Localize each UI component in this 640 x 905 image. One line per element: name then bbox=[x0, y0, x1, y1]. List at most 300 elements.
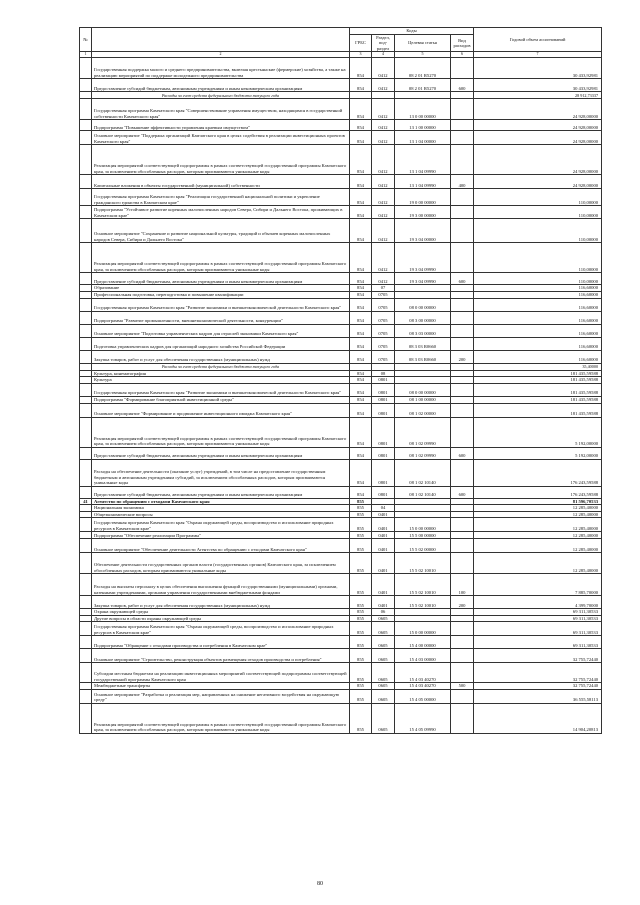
row-number bbox=[80, 58, 92, 79]
row-razdel: 0412 bbox=[372, 131, 395, 145]
row-target-article: 19 3 00 00000 bbox=[395, 206, 451, 219]
row-name: Закупка товаров, работ и услуг для обеспечения государственных (муниципальных) нужд bbox=[92, 350, 350, 363]
row-target-article: 15 0 00 00000 bbox=[395, 622, 451, 636]
row-expense-type bbox=[451, 145, 474, 175]
row-expense-type: 200 bbox=[451, 350, 474, 363]
table-row bbox=[80, 206, 602, 219]
row-expense-type bbox=[451, 206, 474, 219]
table-body bbox=[80, 58, 602, 734]
row-grbs: 855 bbox=[350, 663, 372, 683]
row-name: Субсидии местным бюджетам на реализацию инвестиционных мероприятий соответствующей подпрограммы соответствующей государственной программы Камчатского края bbox=[92, 663, 350, 683]
row-name: Предоставление субсидий бюджетным, автономным учреждениям и иным некоммерческим организациям bbox=[92, 273, 350, 285]
row-target-article: 13 1 04 00000 bbox=[395, 131, 451, 145]
row-target-article: 15 5 02 10010 bbox=[395, 553, 451, 574]
row-grbs: 855 bbox=[350, 532, 372, 539]
row-amount: 181 435,59588 bbox=[474, 377, 602, 384]
row-grbs: 854 bbox=[350, 337, 372, 350]
row-amount: 176 243,59588 bbox=[474, 486, 602, 498]
row-name: Закупка товаров, работ и услуг для обеспечения государственных (муниципальных) нужд bbox=[92, 596, 350, 609]
row-razdel: 0401 bbox=[372, 553, 395, 574]
row-expense-type bbox=[451, 324, 474, 337]
row-razdel: 0605 bbox=[372, 615, 395, 622]
row-razdel: 0801 bbox=[372, 486, 395, 498]
col-num-1: 1 bbox=[80, 52, 92, 58]
row-expense-type: 600 bbox=[451, 486, 474, 498]
table-row bbox=[80, 243, 602, 273]
row-grbs: 855 bbox=[350, 689, 372, 703]
row-grbs: 854 bbox=[350, 350, 372, 363]
table-row bbox=[80, 447, 602, 459]
row-name: Расходы за счет средств федерального бюджета текущего года bbox=[92, 92, 350, 99]
row-name: Охрана окружающей среды bbox=[92, 609, 350, 616]
row-name: Подготовка управленческих кадров для организаций народного хозяйства Российской Федерации bbox=[92, 337, 350, 350]
table-row bbox=[80, 486, 602, 498]
row-grbs bbox=[350, 92, 372, 99]
row-number bbox=[80, 622, 92, 636]
row-expense-type bbox=[451, 703, 474, 733]
row-amount: 4 399,70000 bbox=[474, 596, 602, 609]
row-number bbox=[80, 689, 92, 703]
row-grbs: 855 bbox=[350, 636, 372, 649]
row-expense-type bbox=[451, 92, 474, 99]
row-name: Расходы на обеспечение деятельности (оказание услуг) учреждений, в том числе на предоставление государственным бюджетным и автономным учреждениям субсидий, за исключением обособленных расходов, которым присваиваются уникальные коды bbox=[92, 459, 350, 486]
row-razdel: 0412 bbox=[372, 243, 395, 273]
row-target-article: 15 4 05 09990 bbox=[395, 703, 451, 733]
row-target-article: 15 5 02 10010 bbox=[395, 574, 451, 596]
row-razdel: 0801 bbox=[372, 383, 395, 396]
row-grbs: 855 bbox=[350, 622, 372, 636]
row-target-article: 15 4 03 40270 bbox=[395, 683, 451, 690]
col-num-2: 2 bbox=[92, 52, 350, 58]
row-razdel: 0801 bbox=[372, 447, 395, 459]
row-number bbox=[80, 663, 92, 683]
row-target-article bbox=[395, 291, 451, 298]
row-name: Государственная поддержка малого и среднего предпринимательства, включая крестьянские (фермерские) хозяйства, а также на реализацию мероприятий по поддержке молодежного предпринимательства bbox=[92, 58, 350, 79]
row-expense-type bbox=[451, 649, 474, 663]
row-grbs: 854 bbox=[350, 189, 372, 206]
row-razdel: 07 bbox=[372, 285, 395, 292]
row-expense-type: 400 bbox=[451, 175, 474, 189]
row-amount: 110,00000 bbox=[474, 189, 602, 206]
row-grbs: 854 bbox=[350, 311, 372, 324]
row-amount: 110,00000 bbox=[474, 206, 602, 219]
row-amount: 24 928,00000 bbox=[474, 175, 602, 189]
row-grbs: 854 bbox=[350, 273, 372, 285]
header-num: № bbox=[80, 28, 92, 52]
row-number bbox=[80, 92, 92, 99]
row-name: Государственная программа Камчатского края "Охрана окружающей среды, воспроизводство и использование природных ресурсов в Камчатском крае" bbox=[92, 622, 350, 636]
row-razdel: 08 bbox=[372, 370, 395, 377]
row-amount: 110,00000 bbox=[474, 273, 602, 285]
row-razdel: 0605 bbox=[372, 703, 395, 733]
row-grbs: 855 bbox=[350, 518, 372, 532]
row-name: Основное мероприятие "Поддержка организаций Камчатского края в целях содействия в реализации инвестиционных проектов Камчатского края" bbox=[92, 131, 350, 145]
row-amount: 32 755,72440 bbox=[474, 649, 602, 663]
row-number bbox=[80, 447, 92, 459]
row-razdel: 0801 bbox=[372, 459, 395, 486]
row-razdel: 0412 bbox=[372, 79, 395, 92]
table-row bbox=[80, 273, 602, 285]
row-amount: 5 192,00000 bbox=[474, 417, 602, 447]
row-name: Реализация мероприятий соответствующей подпрограммы в рамках соответствующей государственной программы Камчатского края, за исключением обособленных расходов, которым присваиваются уникальные коды bbox=[92, 243, 350, 273]
row-name: Основное мероприятие "Подготовка управленческих кадров для отраслей экономики Камчатского края" bbox=[92, 324, 350, 337]
row-name: Предоставление субсидий бюджетным, автономным учреждениям и иным некоммерческим организациям bbox=[92, 447, 350, 459]
row-number bbox=[80, 574, 92, 596]
row-grbs: 855 bbox=[350, 498, 372, 505]
table-row bbox=[80, 596, 602, 609]
row-number bbox=[80, 337, 92, 350]
row-grbs: 854 bbox=[350, 243, 372, 273]
row-expense-type bbox=[451, 622, 474, 636]
table-row bbox=[80, 175, 602, 189]
row-grbs: 854 bbox=[350, 99, 372, 120]
row-razdel: 0412 bbox=[372, 58, 395, 79]
header-name bbox=[92, 28, 350, 52]
row-name: Подпрограмма "Формирование благоприятной инвестиционной среды" bbox=[92, 396, 350, 403]
row-target-article: 19 0 00 00000 bbox=[395, 189, 451, 206]
row-amount: 12 285,40000 bbox=[474, 553, 602, 574]
table-row bbox=[80, 703, 602, 733]
row-name: Основное мероприятие "Разработка и реализация мер, направленных на снижение негативного воздействия на окружающую среду" bbox=[92, 689, 350, 703]
row-grbs: 854 bbox=[350, 417, 372, 447]
row-target-article: 13 1 00 00000 bbox=[395, 120, 451, 131]
row-target-article: 19 3 04 00000 bbox=[395, 219, 451, 243]
row-expense-type bbox=[451, 298, 474, 311]
row-number bbox=[80, 206, 92, 219]
row-name: Другие вопросы в области охраны окружающей среды bbox=[92, 615, 350, 622]
row-razdel bbox=[372, 363, 395, 370]
row-expense-type bbox=[451, 518, 474, 532]
row-name: Культура, кинематография bbox=[92, 370, 350, 377]
table-row bbox=[80, 189, 602, 206]
row-amount: 24 928,00000 bbox=[474, 145, 602, 175]
page-number: 80 bbox=[317, 881, 323, 887]
row-expense-type bbox=[451, 243, 474, 273]
row-target-article: 15 4 00 00000 bbox=[395, 636, 451, 649]
table-row bbox=[80, 58, 602, 79]
row-grbs: 854 bbox=[350, 298, 372, 311]
row-expense-type bbox=[451, 383, 474, 396]
table-row bbox=[80, 396, 602, 403]
row-razdel: 0705 bbox=[372, 324, 395, 337]
row-expense-type bbox=[451, 189, 474, 206]
row-number bbox=[80, 396, 92, 403]
row-amount: 12 285,40000 bbox=[474, 518, 602, 532]
row-razdel: 0705 bbox=[372, 298, 395, 311]
row-number bbox=[80, 311, 92, 324]
row-name: Профессиональная подготовка, переподготовка и повышение квалификации bbox=[92, 291, 350, 298]
row-number bbox=[80, 189, 92, 206]
row-target-article: 15 5 00 00000 bbox=[395, 532, 451, 539]
row-name: Капитальные вложения в объекты государственной (муниципальной) собственности bbox=[92, 175, 350, 189]
row-razdel: 0705 bbox=[372, 311, 395, 324]
row-name: Основное мероприятие "Сохранение и развитие национальной культуры, традиций и обычаев коренных малочисленных народов Севера, Сибири и Дальнего Востока" bbox=[92, 219, 350, 243]
row-target-article: 08 0 00 00000 bbox=[395, 298, 451, 311]
row-amount: 116,60000 bbox=[474, 285, 602, 292]
row-name: Государственная программа Камчатского края "Совершенствование управления имуществом, находящимся в государственной собственности Камчатского края" bbox=[92, 99, 350, 120]
row-target-article: 15 4 05 00000 bbox=[395, 689, 451, 703]
row-name: Основное мероприятие "Обеспечение деятельности Агентства по обращению с отходами Камчатского края" bbox=[92, 539, 350, 553]
row-amount: 181 435,59588 bbox=[474, 370, 602, 377]
row-name: Расходы на выплаты персоналу в целях обеспечения выполнения функций государственными (муниципальными) органами, казенными учреждениями, органами управления государственными внебюджетными фондами bbox=[92, 574, 350, 596]
row-expense-type bbox=[451, 99, 474, 120]
row-number bbox=[80, 120, 92, 131]
row-number bbox=[80, 291, 92, 298]
row-number bbox=[80, 145, 92, 175]
row-razdel: 0412 bbox=[372, 189, 395, 206]
row-expense-type bbox=[451, 363, 474, 370]
row-razdel: 0605 bbox=[372, 663, 395, 683]
row-expense-type bbox=[451, 689, 474, 703]
row-name: Общеэкономические вопросы bbox=[92, 511, 350, 518]
note-row bbox=[80, 363, 602, 370]
row-grbs: 854 bbox=[350, 377, 372, 384]
table-row bbox=[80, 291, 602, 298]
col-num-3: 3 bbox=[350, 52, 372, 58]
row-razdel: 0401 bbox=[372, 511, 395, 518]
row-amount: 116,60000 bbox=[474, 337, 602, 350]
row-target-article: 08 3 03 R0660 bbox=[395, 350, 451, 363]
row-target-article: 13 1 04 09990 bbox=[395, 145, 451, 175]
table-row bbox=[80, 532, 602, 539]
row-razdel bbox=[372, 92, 395, 99]
row-amount: 181 435,59588 bbox=[474, 403, 602, 417]
row-grbs: 854 bbox=[350, 447, 372, 459]
row-amount: 30 433,92981 bbox=[474, 79, 602, 92]
row-expense-type bbox=[451, 636, 474, 649]
row-name: Государственная программа Камчатского края "Развитие экономики и внешнеэкономической деятельности Камчатского края" bbox=[92, 298, 350, 311]
row-target-article: 08 3 00 00000 bbox=[395, 311, 451, 324]
table-row bbox=[80, 79, 602, 92]
table-row bbox=[80, 574, 602, 596]
row-number bbox=[80, 417, 92, 447]
col-num-7: 7 bbox=[474, 52, 602, 58]
row-grbs: 854 bbox=[350, 120, 372, 131]
header-sum: Годовой объем ассигнований bbox=[474, 28, 602, 52]
row-name: Подпрограмма "Устойчивое развитие коренных малочисленных народов Севера, Сибири и Дальнего Востока, проживающих в Камчатском крае" bbox=[92, 206, 350, 219]
row-grbs: 854 bbox=[350, 79, 372, 92]
row-grbs: 854 bbox=[350, 383, 372, 396]
row-target-article: 15 5 02 00000 bbox=[395, 539, 451, 553]
row-name: Основное мероприятие "Строительство, реконструкция объектов размещения отходов производства и потребления" bbox=[92, 649, 350, 663]
row-target-article bbox=[395, 92, 451, 99]
table-row bbox=[80, 298, 602, 311]
row-amount: 7 885,70000 bbox=[474, 574, 602, 596]
row-target-article: 08 1 02 10140 bbox=[395, 486, 451, 498]
row-grbs: 855 bbox=[350, 511, 372, 518]
row-expense-type bbox=[451, 337, 474, 350]
row-grbs: 854 bbox=[350, 459, 372, 486]
row-razdel: 0401 bbox=[372, 596, 395, 609]
row-expense-type bbox=[451, 291, 474, 298]
table-row bbox=[80, 518, 602, 532]
row-razdel: 0605 bbox=[372, 683, 395, 690]
row-amount: 181 435,59588 bbox=[474, 383, 602, 396]
row-target-article bbox=[395, 363, 451, 370]
row-target-article: 15 5 02 10010 bbox=[395, 596, 451, 609]
row-name: Национальная экономика bbox=[92, 505, 350, 512]
budget-table bbox=[79, 27, 602, 734]
row-name: Основное мероприятие "Формирование и продвижение инвестиционного имиджа Камчатского края" bbox=[92, 403, 350, 417]
row-name: Государственная программа Камчатского края "Развитие экономики и внешнеэкономической деятельности Камчатского края" bbox=[92, 383, 350, 396]
row-amount: 110,00000 bbox=[474, 219, 602, 243]
row-razdel: 0401 bbox=[372, 574, 395, 596]
row-expense-type bbox=[451, 553, 474, 574]
row-amount: 69 311,30533 bbox=[474, 609, 602, 616]
row-number bbox=[80, 175, 92, 189]
row-razdel: 0801 bbox=[372, 417, 395, 447]
row-target-article: 08 1 02 09990 bbox=[395, 447, 451, 459]
row-number bbox=[80, 363, 92, 370]
row-amount: 116,60000 bbox=[474, 291, 602, 298]
row-name: Обеспечение деятельности государственных органов власти (государственных органов) Камчатского края, за исключением обособленных расходов, которым присваиваются уникальные коды bbox=[92, 553, 350, 574]
row-target-article: 08 1 02 09990 bbox=[395, 417, 451, 447]
table-row bbox=[80, 311, 602, 324]
table-row bbox=[80, 417, 602, 447]
row-grbs: 854 bbox=[350, 175, 372, 189]
row-amount: 30 433,92981 bbox=[474, 58, 602, 79]
row-amount: 24 928,00000 bbox=[474, 131, 602, 145]
row-grbs: 855 bbox=[350, 505, 372, 512]
table-row bbox=[80, 145, 602, 175]
row-number bbox=[80, 539, 92, 553]
table-row bbox=[80, 649, 602, 663]
row-amount: 28 912,73337 bbox=[474, 92, 602, 99]
table-row bbox=[80, 539, 602, 553]
row-expense-type bbox=[451, 131, 474, 145]
row-expense-type bbox=[451, 459, 474, 486]
row-target-article: 13 0 00 00000 bbox=[395, 99, 451, 120]
row-amount: 5 192,00000 bbox=[474, 447, 602, 459]
row-razdel: 06 bbox=[372, 609, 395, 616]
row-amount: 110,00000 bbox=[474, 243, 602, 273]
row-amount: 69 311,30533 bbox=[474, 615, 602, 622]
row-amount: 12 285,40000 bbox=[474, 532, 602, 539]
row-razdel: 0705 bbox=[372, 291, 395, 298]
row-grbs: 854 bbox=[350, 145, 372, 175]
row-number bbox=[80, 383, 92, 396]
row-number bbox=[80, 298, 92, 311]
row-razdel: 0412 bbox=[372, 99, 395, 120]
row-amount: 181 435,59588 bbox=[474, 396, 602, 403]
row-razdel: 0412 bbox=[372, 273, 395, 285]
row-expense-type bbox=[451, 539, 474, 553]
row-amount: 176 243,59588 bbox=[474, 459, 602, 486]
row-expense-type bbox=[451, 219, 474, 243]
row-razdel: 04 bbox=[372, 505, 395, 512]
row-razdel: 0605 bbox=[372, 622, 395, 636]
row-name: Межбюджетные трансферты bbox=[92, 683, 350, 690]
row-amount: 12 285,40000 bbox=[474, 539, 602, 553]
row-grbs: 854 bbox=[350, 58, 372, 79]
row-grbs: 855 bbox=[350, 553, 372, 574]
header-cs: Целевая статья bbox=[395, 35, 451, 52]
row-amount: 32 755,72440 bbox=[474, 663, 602, 683]
row-number bbox=[80, 79, 92, 92]
row-target-article: 08 1 00 00000 bbox=[395, 396, 451, 403]
row-target-article: 15 0 00 00000 bbox=[395, 518, 451, 532]
note-row bbox=[80, 92, 602, 99]
row-amount: 32 755,72440 bbox=[474, 683, 602, 690]
row-target-article: 08 0 00 00000 bbox=[395, 383, 451, 396]
row-expense-type: 600 bbox=[451, 79, 474, 92]
row-grbs: 854 bbox=[350, 219, 372, 243]
row-expense-type bbox=[451, 58, 474, 79]
row-number bbox=[80, 350, 92, 363]
row-name: Предоставление субсидий бюджетным, автономным учреждениям и иным некоммерческим организациям bbox=[92, 486, 350, 498]
row-target-article: 19 3 04 09990 bbox=[395, 243, 451, 273]
row-grbs: 855 bbox=[350, 649, 372, 663]
row-expense-type bbox=[451, 663, 474, 683]
table-row bbox=[80, 459, 602, 486]
row-number bbox=[80, 596, 92, 609]
table-row bbox=[80, 622, 602, 636]
row-amount: 116,60000 bbox=[474, 324, 602, 337]
row-amount: 12 285,40000 bbox=[474, 505, 602, 512]
row-name: Реализация мероприятий соответствующей подпрограммы в рамках соответствующей государственной программы Камчатского края, за исключением обособленных расходов, которым присваиваются уникальные коды bbox=[92, 703, 350, 733]
row-grbs: 855 bbox=[350, 539, 372, 553]
row-name: Расходы за счет средств федерального бюджета текущего года bbox=[92, 363, 350, 370]
row-name: Агентство по обращению с отходами Камчатского края bbox=[92, 498, 350, 505]
row-name: Государственная программа Камчатского края "Реализация государственной национальной политики и укрепление гражданского единства в Камчатском крае" bbox=[92, 189, 350, 206]
row-number bbox=[80, 324, 92, 337]
row-amount: 69 311,30533 bbox=[474, 622, 602, 636]
row-razdel: 0412 bbox=[372, 206, 395, 219]
row-number: 41 bbox=[80, 498, 92, 505]
row-target-article: 19 3 04 09990 bbox=[395, 273, 451, 285]
row-grbs: 855 bbox=[350, 609, 372, 616]
row-number bbox=[80, 219, 92, 243]
header-grbs: ГРБС bbox=[350, 35, 372, 52]
row-grbs: 854 bbox=[350, 206, 372, 219]
row-grbs: 855 bbox=[350, 615, 372, 622]
row-amount: 12 285,40000 bbox=[474, 511, 602, 518]
row-number bbox=[80, 131, 92, 145]
header-razdel: Раздел, под-раздел bbox=[372, 35, 395, 52]
col-num-4: 4 bbox=[372, 52, 395, 58]
table-row bbox=[80, 219, 602, 243]
row-amount: 24 928,00000 bbox=[474, 99, 602, 120]
table-row bbox=[80, 403, 602, 417]
row-razdel: 0705 bbox=[372, 337, 395, 350]
header-vr: Вид расходов bbox=[451, 35, 474, 52]
row-name: Предоставление субсидий бюджетным, автономным учреждениям и иным некоммерческим организациям bbox=[92, 79, 350, 92]
row-razdel: 0705 bbox=[372, 350, 395, 363]
row-target-article: 15 4 03 40270 bbox=[395, 663, 451, 683]
row-expense-type: 200 bbox=[451, 596, 474, 609]
row-razdel: 0412 bbox=[372, 120, 395, 131]
row-number bbox=[80, 532, 92, 539]
row-razdel: 0401 bbox=[372, 532, 395, 539]
row-grbs: 854 bbox=[350, 131, 372, 145]
row-expense-type bbox=[451, 532, 474, 539]
row-number bbox=[80, 649, 92, 663]
row-grbs: 855 bbox=[350, 703, 372, 733]
table-row bbox=[80, 324, 602, 337]
row-number bbox=[80, 518, 92, 532]
row-target-article: 15 4 03 00000 bbox=[395, 649, 451, 663]
row-razdel: 0801 bbox=[372, 403, 395, 417]
row-target-article: 08 3 03 00000 bbox=[395, 324, 451, 337]
row-expense-type: 600 bbox=[451, 273, 474, 285]
table-row bbox=[80, 120, 602, 131]
row-target-article: 08 1 02 00000 bbox=[395, 403, 451, 417]
row-amount: 69 311,30533 bbox=[474, 636, 602, 649]
row-amount: 35,40000 bbox=[474, 363, 602, 370]
header-codes: Коды bbox=[350, 28, 474, 35]
row-number bbox=[80, 99, 92, 120]
row-amount: 24 928,00000 bbox=[474, 120, 602, 131]
